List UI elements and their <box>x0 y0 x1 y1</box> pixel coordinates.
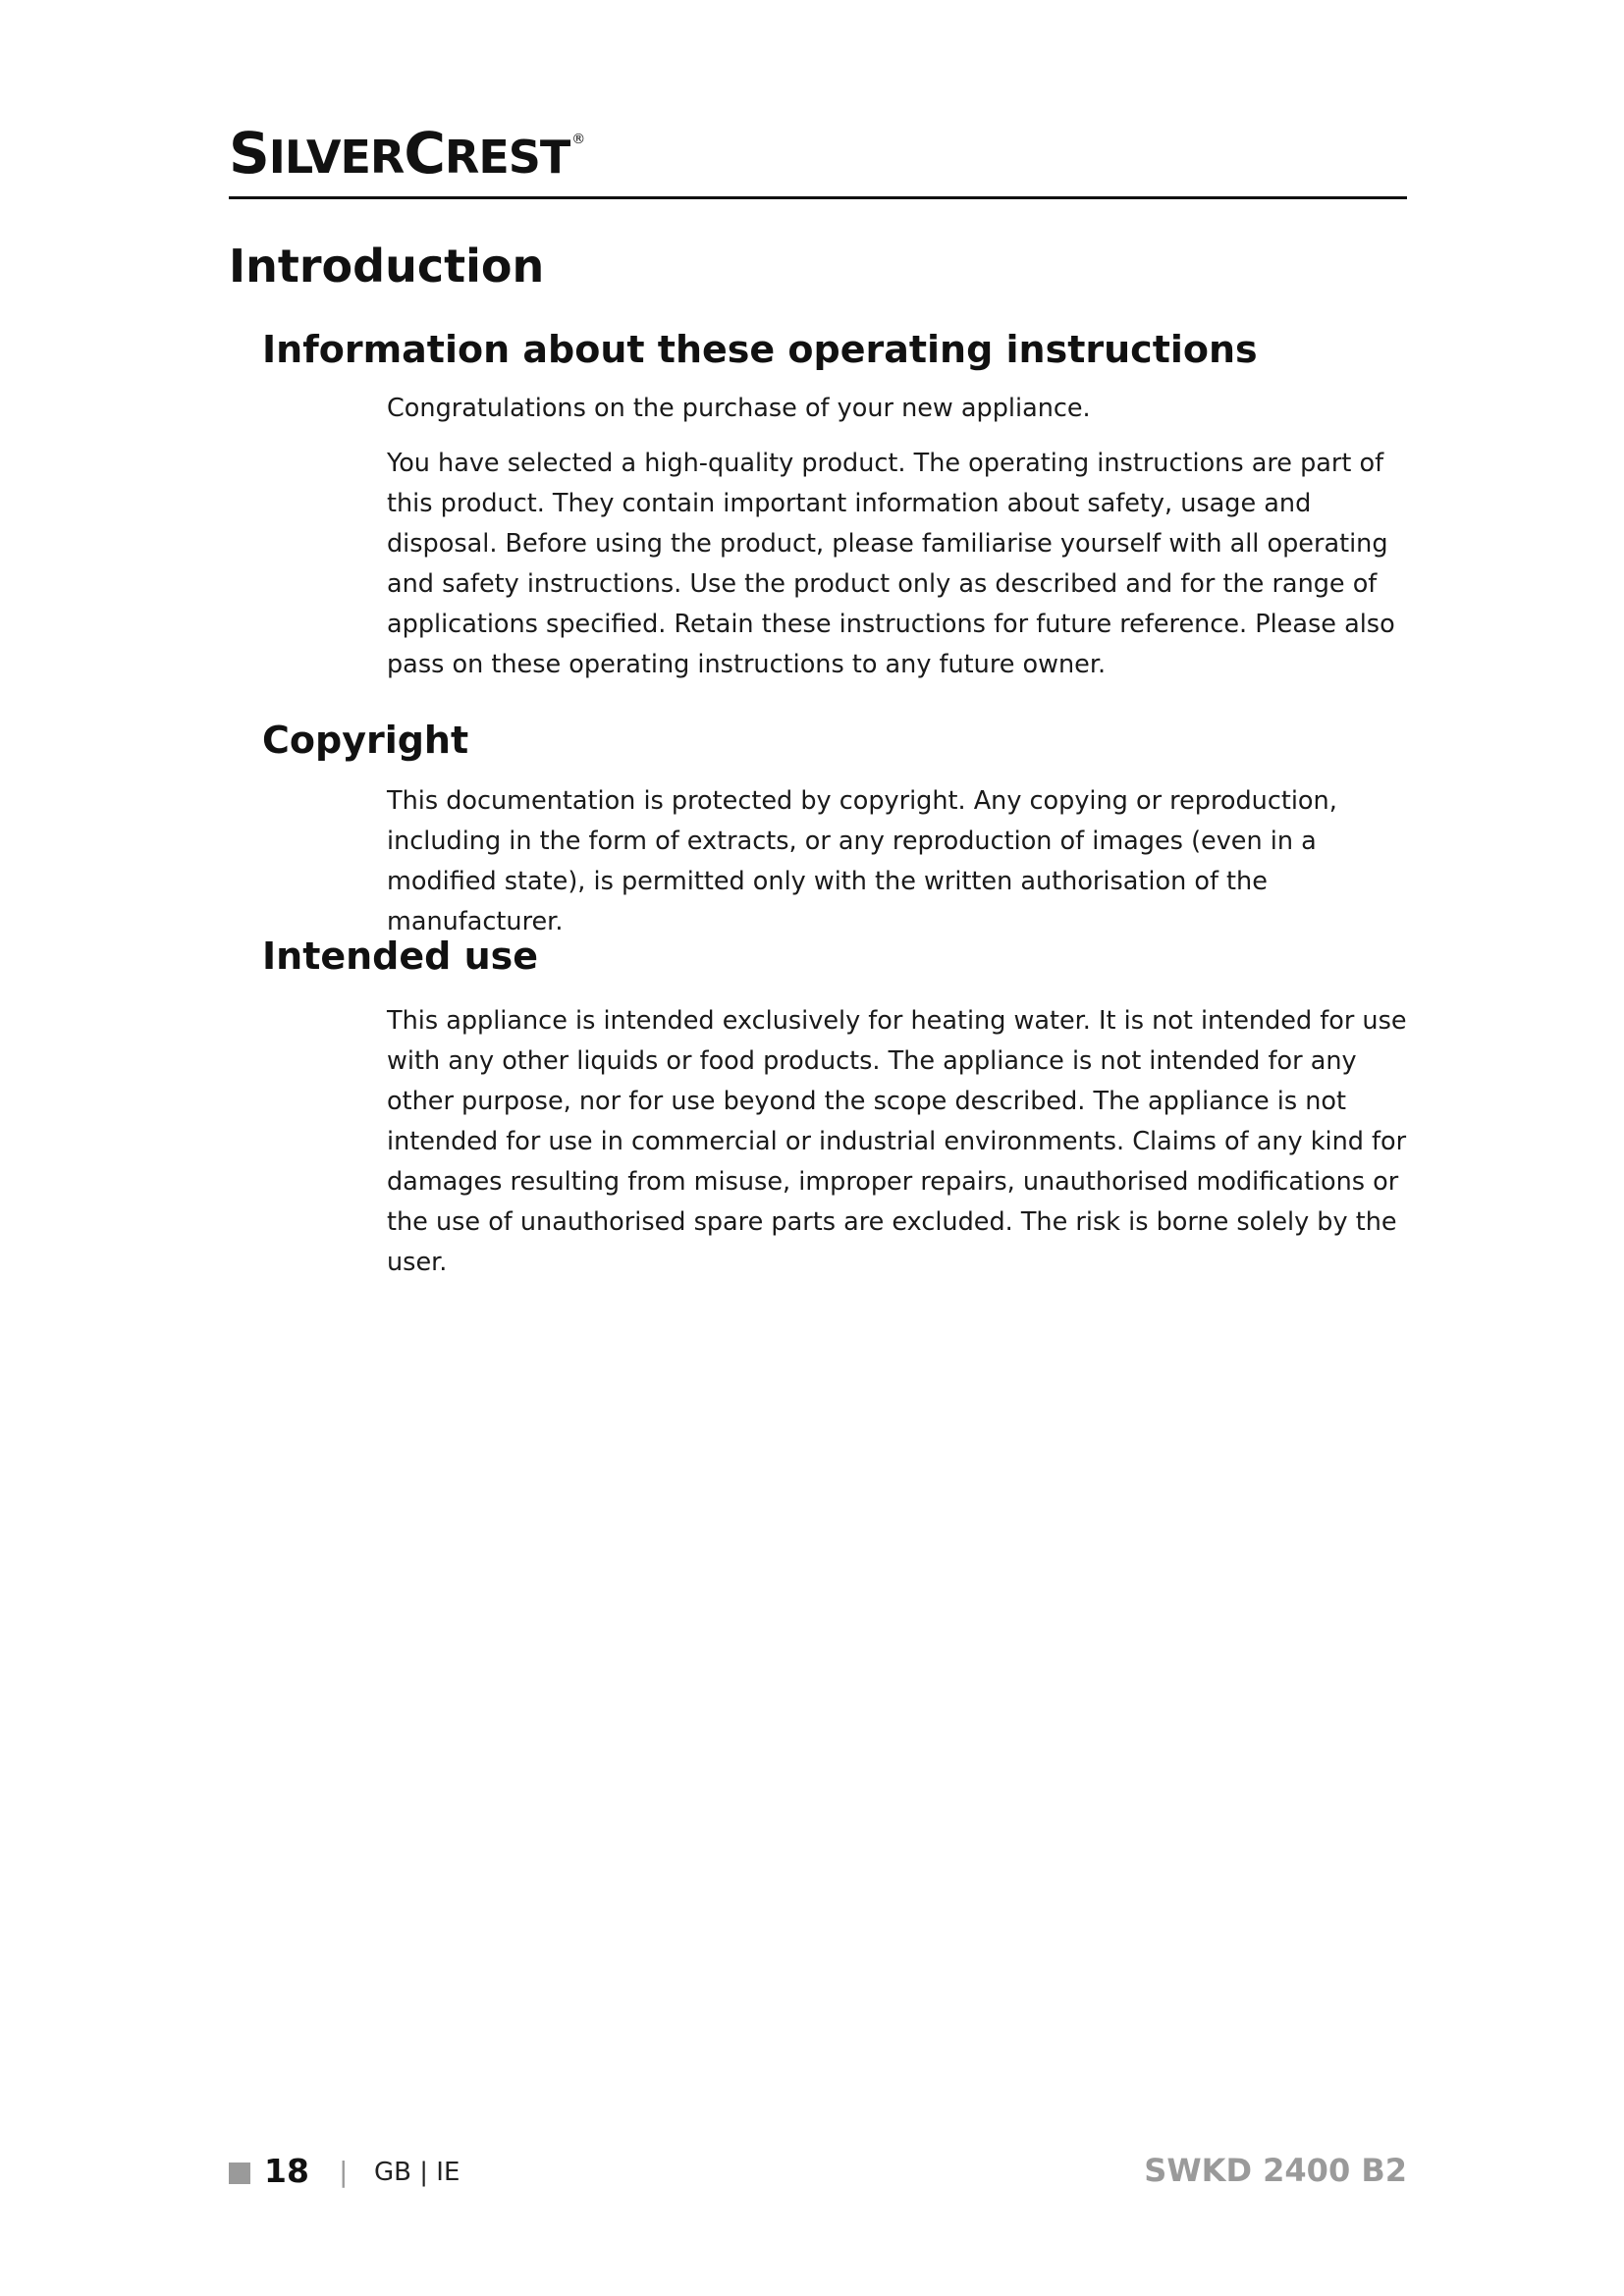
section-heading-copyright: Copyright <box>262 719 469 762</box>
section-heading-intended-use: Intended use <box>262 934 539 978</box>
footer-square-icon <box>229 2163 250 2184</box>
paragraph-copyright: This documentation is protected by copyright. Any copying or reproduction, including in the form of extracts, or any reproduction of images (even in a modified state), is permitted only with the written authorisation of the manufacturer. <box>387 786 1337 936</box>
paragraph-intended-use: This appliance is intended exclusively for heating water. It is not intended for use with any other liquids or food products. The appliance is not intended for any other purpose, nor for use beyond the scope described. The appliance is not intended for use in commercial or industrial environments. Claims of any kind for damages resulting from misuse, improper repairs, unauthorised modifications or the use of unauthorised spare parts are excluded. The risk is borne solely by the user. <box>387 1006 1407 1277</box>
brand-logo: SILVERCREST ® <box>229 120 585 187</box>
section-heading-information: Information about these operating instructions <box>262 328 1258 371</box>
footer-separator: | <box>339 2156 349 2188</box>
page-title: Introduction <box>229 240 545 293</box>
paragraph-congratulations: Congratulations on the purchase of your new appliance. <box>387 394 1091 423</box>
paragraph-product-info: You have selected a high-quality product. The operating instructions are part of this product. They contain important information about safety, usage and disposal. Before using the product, please familiarise yourself with all operating and safety instructions. Use the product only as described and for the range of applications specified. Retain these instructions for future reference. Please also pass on these operating instructions to any future owner. <box>387 449 1395 679</box>
page-footer <box>229 2152 1407 2191</box>
footer-locale: GB | IE <box>374 2158 460 2187</box>
footer-model: SWKD 2400 B2 <box>1144 2152 1407 2189</box>
header-rule <box>229 196 1407 199</box>
page-number: 18 <box>264 2152 309 2190</box>
